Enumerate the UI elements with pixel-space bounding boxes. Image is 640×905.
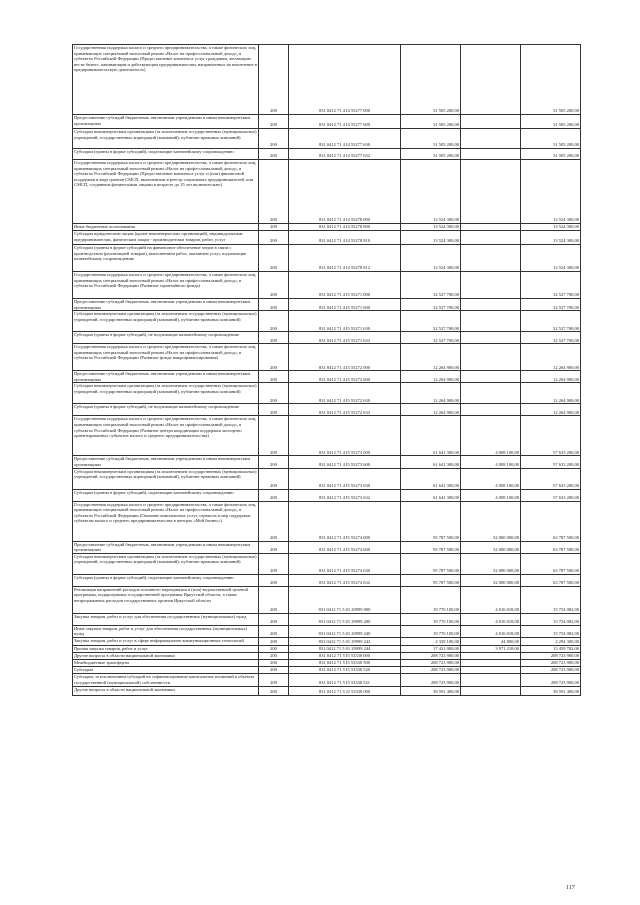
- table-row: [73, 553, 581, 574]
- row-approved-amount: 32 527 700,00: [401, 332, 461, 344]
- row-remaining-amount: 63 787 500,00: [521, 553, 581, 574]
- row-code: 200: [259, 115, 289, 129]
- table-row: [73, 456, 581, 468]
- row-executed-amount: [461, 659, 521, 666]
- row-name: Закупка товаров, работ и услуг в сфере информационно-коммуникационных технологий: [73, 637, 259, 645]
- row-executed-amount: 4 008 100,00: [461, 468, 521, 489]
- budget-execution-table: [72, 44, 581, 696]
- row-approved-amount: 61 641 300,00: [401, 489, 461, 501]
- row-classification: 831 0412 71 5 01 29999 000: [289, 586, 401, 613]
- row-remaining-amount: 208 723 900,00: [521, 652, 581, 659]
- row-executed-amount: 4 008 100,00: [461, 489, 521, 501]
- table-row: [73, 666, 581, 673]
- row-approved-amount: 31 505 200,00: [401, 45, 461, 115]
- row-code: 200: [259, 553, 289, 574]
- table-row: [73, 586, 581, 613]
- row-executed-amount: [461, 272, 521, 299]
- row-executed-amount: [461, 129, 521, 149]
- row-remaining-amount: 63 787 500,00: [521, 541, 581, 553]
- row-code: 200: [259, 586, 289, 613]
- row-executed-amount: 4 016 018,00: [461, 625, 521, 637]
- table-row: [73, 637, 581, 645]
- row-approved-amount: 12 264 900,00: [401, 404, 461, 416]
- row-classification: 831 0412 71 4 I5 55272 630: [289, 383, 401, 404]
- row-approved-amount: 208 723 900,00: [401, 659, 461, 666]
- row-approved-amount: 31 505 200,00: [401, 129, 461, 149]
- row-name: Субсидии юридическим лицам (кроме некоммерческих организаций), индивидуальным предпринимателям, физическим лицам - производителям товаров, работ, услуг: [73, 231, 259, 245]
- row-remaining-amount: 15 754 082,00: [521, 586, 581, 613]
- row-remaining-amount: 13 524 300,00: [521, 160, 581, 224]
- row-classification: 831 0412 71 4 I4 55278 812: [289, 245, 401, 272]
- row-classification: 831 0412 71 4 I4 55277 600: [289, 115, 401, 129]
- row-name: Иные закупки товаров, работ и услуг для обеспечения государственных (муниципальных) нужд: [73, 625, 259, 637]
- table-row: [73, 231, 581, 245]
- row-name: Иные бюджетные ассигнования: [73, 224, 259, 231]
- row-executed-amount: 32 000 000,00: [461, 553, 521, 574]
- row-name: Субсидии (гранты в форме субсидий), не подлежащие казначейскому сопровождению: [73, 404, 259, 416]
- table-row: [73, 416, 581, 456]
- row-executed-amount: 4 016 018,00: [461, 613, 521, 625]
- row-classification: 831 0412 71 4 I4 55278 800: [289, 224, 401, 231]
- row-executed-amount: [461, 149, 521, 160]
- row-classification: 831 0412 71 4 I5 55273 632: [289, 489, 401, 501]
- table-row: [73, 332, 581, 344]
- table-row: [73, 468, 581, 489]
- table-body: [73, 45, 581, 696]
- row-code: 200: [259, 659, 289, 666]
- row-executed-amount: [461, 311, 521, 332]
- row-name: Межбюджетные трансферты: [73, 659, 259, 666]
- row-approved-amount: 19 770 100,00: [401, 586, 461, 613]
- row-code: 200: [259, 224, 289, 231]
- row-classification: 831 0412 71 4 I5 55273 000: [289, 416, 401, 456]
- row-remaining-amount: 208 723 900,00: [521, 659, 581, 666]
- table-row: [73, 652, 581, 659]
- row-remaining-amount: 12 264 900,00: [521, 383, 581, 404]
- row-remaining-amount: 13 524 300,00: [521, 245, 581, 272]
- row-classification: 831 0412 71 5 01 29999 244: [289, 645, 401, 652]
- table-row: [73, 489, 581, 501]
- row-remaining-amount: 57 633 200,00: [521, 416, 581, 456]
- row-executed-amount: [461, 224, 521, 231]
- row-remaining-amount: 57 633 200,00: [521, 456, 581, 468]
- row-classification: 831 0412 71 4 I5 55272 000: [289, 344, 401, 371]
- row-code: 200: [259, 383, 289, 404]
- row-code: 200: [259, 371, 289, 383]
- row-code: 200: [259, 673, 289, 686]
- row-remaining-amount: 15 754 082,00: [521, 613, 581, 625]
- row-classification: 831 0412 71 4 I5 55274 630: [289, 553, 401, 574]
- row-executed-amount: 4 008 100,00: [461, 416, 521, 456]
- table-row: [73, 160, 581, 224]
- row-approved-amount: 208 723 900,00: [401, 652, 461, 659]
- row-name: Государственная поддержка малого и среднего предпринимательства, а также физических лиц, применяющих специальный налоговый режим «Налог на профессиональный доход», в субъектах Российской Федерации (Развитие фонда микрофинансирования): [73, 344, 259, 371]
- row-executed-amount: [461, 245, 521, 272]
- table-row: [73, 383, 581, 404]
- row-classification: 831 0412 71 4 I5 55274 000: [289, 501, 401, 541]
- row-approved-amount: 12 264 900,00: [401, 371, 461, 383]
- row-name: Субсидии, за исключением субсидий на софинансирование капитальных вложений в объекты государственной (муниципальной) собственности: [73, 673, 259, 686]
- row-remaining-amount: 13 524 300,00: [521, 224, 581, 231]
- row-code: 200: [259, 344, 289, 371]
- row-name: Другие вопросы в области национальной экономики: [73, 686, 259, 695]
- table-row: [73, 299, 581, 311]
- row-remaining-amount: 15 754 082,00: [521, 625, 581, 637]
- row-executed-amount: [461, 45, 521, 115]
- row-approved-amount: 31 505 200,00: [401, 115, 461, 129]
- row-name: Государственная поддержка малого и среднего предпринимательства, а также физических лиц, применяющих специальный налоговый режим «Налог на профессиональный доход», в субъектах Российской Федерации (Развитие гарантийного фонда): [73, 272, 259, 299]
- row-code: 200: [259, 231, 289, 245]
- row-approved-amount: 95 787 500,00: [401, 574, 461, 586]
- row-remaining-amount: 12 264 900,00: [521, 344, 581, 371]
- row-remaining-amount: 31 505 200,00: [521, 129, 581, 149]
- table-row: [73, 541, 581, 553]
- row-classification: 831 0412 71 4 I4 55277 632: [289, 149, 401, 160]
- row-approved-amount: 208 723 900,00: [401, 666, 461, 673]
- row-remaining-amount: 13 524 300,00: [521, 231, 581, 245]
- row-name: Закупка товаров, работ и услуг для обеспечения государственных (муниципальных) нужд: [73, 613, 259, 625]
- row-name: Предоставление субсидий бюджетным, автономным учреждениям и иным некоммерческим организациям: [73, 371, 259, 383]
- row-remaining-amount: 57 633 200,00: [521, 489, 581, 501]
- table-row: [73, 625, 581, 637]
- row-classification: 831 0412 71 4 I5 55274 632: [289, 574, 401, 586]
- row-approved-amount: 13 524 300,00: [401, 231, 461, 245]
- row-name: Субсидии некоммерческим организациям (за исключением государственных (муниципальных) учреждений, государственных корпораций (компаний), публично-правовых компаний): [73, 383, 259, 404]
- row-remaining-amount: 32 527 700,00: [521, 332, 581, 344]
- row-executed-amount: [461, 344, 521, 371]
- row-classification: 831 0412 71 4 I5 55271 600: [289, 299, 401, 311]
- page-number: 117: [566, 885, 575, 891]
- table-row: [73, 404, 581, 416]
- row-approved-amount: 32 527 700,00: [401, 272, 461, 299]
- row-name: Субсидии (гранты в форме субсидий) на финансовое обеспечение затрат в связи с производством (реализацией товаров), выполнением работ, оказанием услуг, подлежащие казначейскому сопровождению: [73, 245, 259, 272]
- row-remaining-amount: 63 787 500,00: [521, 501, 581, 541]
- row-name: Субсидии некоммерческим организациям (за исключением государственных (муниципальных) учреждений, государственных корпораций (компаний), публично-правовых компаний): [73, 129, 259, 149]
- row-executed-amount: [461, 383, 521, 404]
- row-code: 200: [259, 416, 289, 456]
- row-code: 200: [259, 404, 289, 416]
- row-remaining-amount: 208 723 900,00: [521, 666, 581, 673]
- row-executed-amount: 44 800,00: [461, 637, 521, 645]
- row-name: Субсидии (гранты в форме субсидий), не подлежащие казначейскому сопровождению: [73, 332, 259, 344]
- row-classification: 831 0412 71 4 I5 55271 000: [289, 272, 401, 299]
- table-row: [73, 311, 581, 332]
- row-name: Государственная поддержка малого и среднего предпринимательства, а также физических лиц, применяющих специальный налоговый режим «Налог на профессиональный доход», в субъектах Российской Федерации (Развитие центра координации поддержки экспортно ориентированных субъектов малого и среднего предпринимательства): [73, 416, 259, 456]
- row-code: 200: [259, 574, 289, 586]
- row-approved-amount: 208 723 900,00: [401, 673, 461, 686]
- row-approved-amount: 95 787 500,00: [401, 541, 461, 553]
- row-executed-amount: [461, 652, 521, 659]
- row-executed-amount: [461, 231, 521, 245]
- row-classification: 831 0412 71 4 I5 55272 633: [289, 404, 401, 416]
- row-remaining-amount: 12 264 900,00: [521, 404, 581, 416]
- row-code: 200: [259, 489, 289, 501]
- row-executed-amount: [461, 673, 521, 686]
- row-remaining-amount: 32 527 700,00: [521, 272, 581, 299]
- row-executed-amount: [461, 299, 521, 311]
- row-approved-amount: 2 339 100,00: [401, 637, 461, 645]
- row-executed-amount: [461, 160, 521, 224]
- row-classification: 831 0412 71 5 I5 53330 500: [289, 659, 401, 666]
- row-remaining-amount: 32 527 700,00: [521, 299, 581, 311]
- row-code: 200: [259, 311, 289, 332]
- row-remaining-amount: 32 527 700,00: [521, 311, 581, 332]
- table-row: [73, 501, 581, 541]
- row-name: Предоставление субсидий бюджетным, автономным учреждениям и иным некоммерческим организациям: [73, 299, 259, 311]
- row-approved-amount: 13 524 300,00: [401, 160, 461, 224]
- row-classification: 831 0412 71 4 I5 55271 633: [289, 332, 401, 344]
- row-classification: 831 0412 71 4 I4 55278 810: [289, 231, 401, 245]
- row-code: 200: [259, 501, 289, 541]
- row-classification: 831 0412 71 4 I4 55277 630: [289, 129, 401, 149]
- row-executed-amount: 4 016 018,00: [461, 586, 521, 613]
- row-executed-amount: [461, 332, 521, 344]
- row-classification: 831 0412 71 5 I5 53330 521: [289, 673, 401, 686]
- row-name: Государственная поддержка малого и среднего предпринимательства, а также физических лиц, применяющих специальный налоговый режим «Налог на профессиональный доход», в субъектах Российской Федерации (Предоставление комплекса услуг и (или) финансовой поддержки в виде грантов СМСП, включенным в реестр социальных предпринимателей, или СМСП, созданным физическими лицами в возрасте до 25 лет включительно): [73, 160, 259, 224]
- row-classification: 831 0412 71 4 I4 55277 000: [289, 45, 401, 115]
- row-executed-amount: 32 000 000,00: [461, 501, 521, 541]
- row-classification: 831 0412 71 4 I5 55272 600: [289, 371, 401, 383]
- row-code: 200: [259, 245, 289, 272]
- row-remaining-amount: 31 505 200,00: [521, 45, 581, 115]
- row-approved-amount: 61 641 300,00: [401, 468, 461, 489]
- row-remaining-amount: 12 264 900,00: [521, 371, 581, 383]
- row-name: Государственная поддержка малого и среднего предпринимательства, а также физических лиц, применяющих специальный налоговый режим «Налог на профессиональный доход», в субъектах Российской Федерации (Предоставление комплекса услуг гражданам, желающим вести бизнес, начинающим и действующим предпринимателям, направленных на вовлечение в предпринимательскую деятельность): [73, 45, 259, 115]
- row-executed-amount: [461, 371, 521, 383]
- row-approved-amount: 32 527 700,00: [401, 311, 461, 332]
- row-approved-amount: 12 264 900,00: [401, 383, 461, 404]
- row-remaining-amount: 57 633 200,00: [521, 468, 581, 489]
- row-classification: 831 0412 71 4 I5 55274 600: [289, 541, 401, 553]
- row-code: 200: [259, 666, 289, 673]
- row-code: 200: [259, 468, 289, 489]
- table-row: [73, 613, 581, 625]
- row-code: 200: [259, 299, 289, 311]
- row-code: 200: [259, 541, 289, 553]
- row-code: 200: [259, 272, 289, 299]
- row-remaining-amount: 63 787 500,00: [521, 574, 581, 586]
- table-row: [73, 673, 581, 686]
- row-executed-amount: 3 971 218,00: [461, 645, 521, 652]
- row-classification: 831 0412 71 4 I5 55273 630: [289, 468, 401, 489]
- table-row: [73, 149, 581, 160]
- row-approved-amount: 95 787 500,00: [401, 501, 461, 541]
- row-name: Субсидии некоммерческим организациям (за исключением государственных (муниципальных) учреждений, государственных корпораций (компаний), публично-правовых компаний): [73, 553, 259, 574]
- row-code: 200: [259, 645, 289, 652]
- row-executed-amount: 4 008 100,00: [461, 456, 521, 468]
- row-approved-amount: 19 770 100,00: [401, 625, 461, 637]
- row-name: Предоставление субсидий бюджетным, автономным учреждениям и иным некоммерческим организациям: [73, 541, 259, 553]
- row-executed-amount: 32 000 000,00: [461, 541, 521, 553]
- table-row: [73, 371, 581, 383]
- table-row: [73, 224, 581, 231]
- row-name: Субсидии некоммерческим организациям (за исключением государственных (муниципальных) учреждений, государственных корпораций (компаний), публично-правовых компаний): [73, 311, 259, 332]
- row-approved-amount: 38 591 400,00: [401, 686, 461, 695]
- row-code: 200: [259, 686, 289, 695]
- row-name: Реализация направлений расходов основного мероприятия и (или) ведомственной целевой программы, подпрограммы государственной программы Иркутской области, а также непрограммных расходов государственных органов Иркутской области: [73, 586, 259, 613]
- row-name: Субсидии (гранты в форме субсидий), подлежащие казначейскому сопровождению: [73, 574, 259, 586]
- row-name: Прочая закупка товаров, работ и услуг: [73, 645, 259, 652]
- row-name: Субсидии (гранты в форме субсидий), подлежащие казначейскому сопровождению: [73, 489, 259, 501]
- row-code: 200: [259, 625, 289, 637]
- row-executed-amount: [461, 404, 521, 416]
- table-row: [73, 272, 581, 299]
- row-classification: 831 0412 71 4 I5 55273 600: [289, 456, 401, 468]
- row-classification: 831 0412 71 5 I5 53330 520: [289, 666, 401, 673]
- row-approved-amount: 12 264 900,00: [401, 344, 461, 371]
- table-row: [73, 245, 581, 272]
- row-classification: 831 0412 71 5 I5 53330 000: [289, 652, 401, 659]
- row-remaining-amount: 31 505 200,00: [521, 149, 581, 160]
- row-classification: 831 0412 71 5 01 29999 240: [289, 625, 401, 637]
- row-name: Предоставление субсидий бюджетным, автономным учреждениям и иным некоммерческим организациям: [73, 456, 259, 468]
- row-classification: 831 0412 71 4 I4 55278 000: [289, 160, 401, 224]
- row-code: 200: [259, 149, 289, 160]
- row-code: 200: [259, 456, 289, 468]
- table-row: [73, 45, 581, 115]
- row-name: Предоставление субсидий бюджетным, автономным учреждениям и иным некоммерческим организациям: [73, 115, 259, 129]
- row-code: 200: [259, 129, 289, 149]
- row-code: 200: [259, 652, 289, 659]
- row-remaining-amount: 31 505 200,00: [521, 115, 581, 129]
- row-approved-amount: 95 787 500,00: [401, 553, 461, 574]
- row-name: Субсидии: [73, 666, 259, 673]
- row-name: Субсидии (гранты в форме субсидий), подлежащие казначейскому сопровождению: [73, 149, 259, 160]
- row-remaining-amount: 38 591 400,00: [521, 686, 581, 695]
- row-code: 200: [259, 637, 289, 645]
- row-approved-amount: 19 770 100,00: [401, 613, 461, 625]
- row-approved-amount: 13 524 300,00: [401, 224, 461, 231]
- row-approved-amount: 32 527 700,00: [401, 299, 461, 311]
- row-executed-amount: [461, 115, 521, 129]
- row-name: Субсидии некоммерческим организациям (за исключением государственных (муниципальных) учреждений, государственных корпораций (компаний), публично-правовых компаний): [73, 468, 259, 489]
- table-row: [73, 686, 581, 695]
- table-row: [73, 574, 581, 586]
- row-code: 200: [259, 160, 289, 224]
- table-row: [73, 645, 581, 652]
- row-approved-amount: 31 505 200,00: [401, 149, 461, 160]
- row-name: Государственная поддержка малого и среднего предпринимательства, а также физических лиц, применяющих специальный налоговый режим «Налог на профессиональный доход», в субъектах Российской Федерации (Оказание комплексных услуг, сервисов и мер поддержки субъектам малого и среднего предпринимательства в центрах «Мой бизнес»): [73, 501, 259, 541]
- row-approved-amount: 13 524 300,00: [401, 245, 461, 272]
- row-approved-amount: 61 641 300,00: [401, 416, 461, 456]
- row-executed-amount: [461, 666, 521, 673]
- row-code: 200: [259, 45, 289, 115]
- row-name: Другие вопросы в области национальной экономики: [73, 652, 259, 659]
- row-remaining-amount: 2 294 300,00: [521, 637, 581, 645]
- row-classification: 831 0412 71 5 J2 53330 000: [289, 686, 401, 695]
- row-classification: 831 0412 71 4 I5 55271 630: [289, 311, 401, 332]
- table-row: [73, 115, 581, 129]
- row-remaining-amount: 208 723 900,00: [521, 673, 581, 686]
- row-executed-amount: [461, 686, 521, 695]
- row-approved-amount: 17 431 000,00: [401, 645, 461, 652]
- row-classification: 831 0412 71 5 01 29999 242: [289, 637, 401, 645]
- table-row: [73, 344, 581, 371]
- row-approved-amount: 61 641 300,00: [401, 456, 461, 468]
- row-remaining-amount: 13 459 782,00: [521, 645, 581, 652]
- row-code: 200: [259, 613, 289, 625]
- table-row: [73, 129, 581, 149]
- row-classification: 831 0412 71 5 01 29999 200: [289, 613, 401, 625]
- row-code: 200: [259, 332, 289, 344]
- table-row: [73, 659, 581, 666]
- row-executed-amount: 32 000 000,00: [461, 574, 521, 586]
